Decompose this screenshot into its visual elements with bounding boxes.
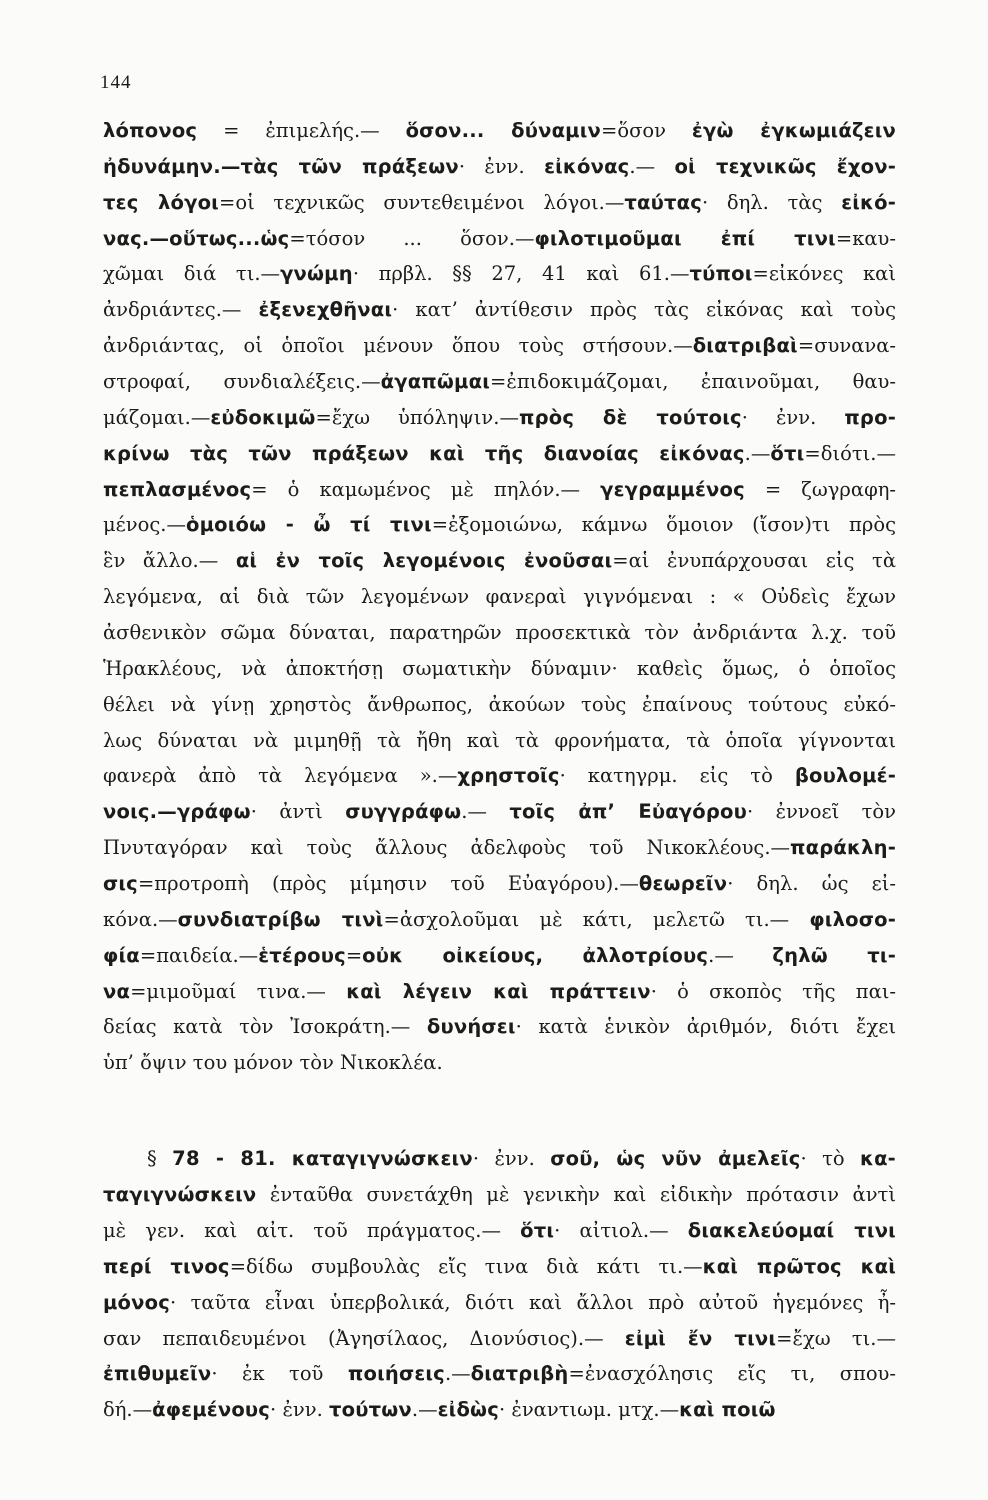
lemma-term: καὶ ποιῶ bbox=[679, 1398, 776, 1422]
lemma-term: τες λόγοι bbox=[103, 190, 219, 214]
gloss-text: .— bbox=[744, 441, 771, 465]
lemma-term: εἰκόνας bbox=[544, 154, 630, 178]
text-line bbox=[103, 472, 896, 508]
gloss-text: Πνυταγόραν καὶ τοὺς ἄλλους ἀδελφοὺς τοῦ Νικοκλέους.— bbox=[103, 836, 791, 860]
lemma-term: νας.—οὕτως...ὡς bbox=[103, 226, 290, 250]
gloss-text: μένος.— bbox=[103, 513, 186, 537]
text-line bbox=[103, 364, 896, 400]
text-line bbox=[103, 866, 896, 902]
text-line bbox=[103, 615, 896, 651]
gloss-text: κόνα.— bbox=[103, 907, 178, 931]
gloss-text: λεγόμενα, αἱ διὰ τῶν λεγομένων φανεραὶ γιγνόμεναι : « Οὐδεὶς ἔχων bbox=[103, 585, 896, 609]
lemma-term: οἱ τεχνικῶς ἔχον- bbox=[674, 154, 896, 178]
gloss-text: ἀνδριάντας, οἱ ὁποῖοι μένουν ὅπου τοὺς στήσουν.— bbox=[103, 334, 693, 358]
gloss-text: · αἰτιολ.— bbox=[554, 1218, 688, 1242]
text-line bbox=[103, 436, 896, 472]
text-line bbox=[103, 794, 896, 830]
lemma-term: θεωρεῖν bbox=[638, 872, 728, 896]
lemma-term: εἰδὼς bbox=[437, 1398, 499, 1422]
lemma-term: εἰμὶ ἔν τινι bbox=[624, 1326, 777, 1350]
lemma-term: ἐξενεχθῆναι bbox=[258, 298, 393, 322]
gloss-text: · ἐναντιωμ. μτχ.— bbox=[498, 1398, 680, 1422]
text-line bbox=[103, 328, 896, 364]
lemma-term: συγγράφω bbox=[345, 800, 462, 824]
gloss-text: μὲ γεν. καὶ αἰτ. τοῦ πράγματος.— bbox=[103, 1218, 521, 1242]
lemma-term: ἀγαπῶμαι bbox=[380, 370, 491, 394]
gloss-text: =δίδω συμβουλὰς εἴς τινα διὰ κάτι τι.— bbox=[229, 1254, 703, 1278]
lemma-term: πρὸς δὲ τούτοις bbox=[518, 405, 742, 429]
lemma-term: διατριβὴ bbox=[470, 1362, 569, 1386]
lemma-term: πεπλασμένος bbox=[103, 477, 252, 501]
gloss-text: =παιδεία.— bbox=[139, 943, 259, 967]
page-number: 144 bbox=[100, 72, 132, 93]
lemma-term: δυνήσει bbox=[426, 1015, 516, 1039]
lemma-term: ἐπιθυμεῖν bbox=[103, 1362, 212, 1386]
gloss-text: =προτροπὴ (πρὸς μίμησιν τοῦ Εὐαγόρου).— bbox=[137, 872, 639, 896]
gloss-text: · ἀντὶ bbox=[250, 800, 346, 824]
lemma-term: χρηστοῖς bbox=[457, 764, 560, 788]
lemma-term: νοις.—γράφω bbox=[103, 800, 251, 824]
gloss-text: χῶμαι διά τι.— bbox=[103, 262, 281, 286]
commentary-text bbox=[103, 113, 896, 1428]
lemma-term: τούτων bbox=[329, 1398, 412, 1422]
text-line bbox=[103, 1249, 896, 1285]
lemma-term: ζηλῶ τι- bbox=[772, 943, 896, 967]
lemma-term: κα- bbox=[860, 1147, 896, 1171]
gloss-text: § bbox=[147, 1147, 173, 1171]
gloss-text: =διότι.— bbox=[804, 441, 896, 465]
gloss-text: · ἐκ τοῦ bbox=[211, 1362, 348, 1386]
lemma-term: οὐκ οἰκείους, ἀλλοτρίους bbox=[362, 943, 709, 967]
gloss-text: .— bbox=[629, 154, 675, 178]
text-line bbox=[103, 1009, 896, 1045]
text-line bbox=[103, 185, 896, 221]
gloss-text: =ἐξομοιώνω, κάμνω ὅμοιον (ἴσον)τι πρὸς bbox=[431, 513, 896, 537]
lemma-term: ὅσον... δύναμιν bbox=[405, 119, 602, 142]
lemma-term: σις bbox=[103, 872, 138, 896]
gloss-text: · ἐνν. bbox=[472, 1147, 551, 1171]
gloss-text: =ἀσχολοῦμαι μὲ κάτι, μελετῶ τι.— bbox=[383, 907, 810, 931]
text-line bbox=[103, 1356, 896, 1392]
lemma-term: προ- bbox=[844, 405, 896, 429]
lemma-term: ταγιγνώσκειν bbox=[103, 1183, 257, 1207]
gloss-text: .— bbox=[444, 1362, 471, 1386]
text-line bbox=[103, 723, 896, 759]
gloss-text: λως δύναται νὰ μιμηθῇ τὰ ἤθη καὶ τὰ φρονήματα, τὰ ὁποῖα γίγνονται bbox=[103, 728, 896, 752]
lemma-term: κρίνω τὰς τῶν πράξεων καὶ τῆς διανοίας εἰκόνας bbox=[103, 441, 745, 465]
lemma-term: ἐγὼ ἐγκωμιάζειν bbox=[691, 119, 896, 142]
gloss-text: · δηλ. τὰς bbox=[701, 190, 842, 214]
gloss-text: =εἰκόνες καὶ bbox=[752, 262, 896, 286]
text-line bbox=[103, 938, 896, 974]
lemma-term: γεγραμμένος bbox=[600, 477, 745, 501]
lemma-term: ὅτι bbox=[520, 1218, 555, 1242]
lemma-term: ποιήσεις bbox=[347, 1362, 445, 1386]
gloss-text: =καυ- bbox=[835, 226, 896, 250]
text-line bbox=[103, 758, 896, 794]
lemma-term: φιλοσο- bbox=[809, 907, 896, 931]
gloss-text: δείας κατὰ τὸν Ἰσοκράτη.— bbox=[103, 1015, 427, 1039]
lemma-term: ἑτέρους bbox=[258, 943, 346, 967]
lemma-term: μόνος bbox=[103, 1290, 170, 1314]
gloss-text: ἓν ἄλλο.— bbox=[103, 549, 236, 573]
lemma-term: διατριβαὶ bbox=[692, 334, 798, 358]
gloss-text: φανερὰ ἀπὸ τὰ λεγόμενα ».— bbox=[103, 764, 458, 788]
gloss-text: στροφαί, συνδιαλέξεις.— bbox=[103, 370, 381, 394]
gloss-text: · δηλ. ὡς εἰ- bbox=[727, 872, 896, 896]
lemma-term: καὶ λέγειν καὶ πράττειν bbox=[346, 979, 651, 1003]
lemma-term: συνδιατρίβω τινὶ bbox=[177, 907, 384, 931]
paragraph-gap bbox=[103, 1081, 896, 1141]
gloss-text: · κατ’ ἀντίθεσιν πρὸς τὰς εἰκόνας καὶ τοὺς bbox=[392, 298, 896, 322]
gloss-text: =μιμοῦμαί τινα.— bbox=[130, 979, 347, 1003]
gloss-text: δή.— bbox=[103, 1398, 153, 1422]
commentary-paragraph bbox=[103, 1141, 896, 1428]
gloss-text: ἀσθενικὸν σῶμα δύναται, παρατηρῶν προσεκτικὰ τὸν ἀνδριάντα λ.χ. τοῦ bbox=[103, 621, 896, 645]
text-line bbox=[103, 651, 896, 687]
lemma-term: 78 - 81. καταγιγνώσκειν bbox=[172, 1147, 473, 1171]
gloss-text: · τὸ bbox=[800, 1147, 861, 1171]
lemma-term: σοῦ, ὡς νῦν ἀμελεῖς bbox=[550, 1147, 801, 1171]
gloss-text: · ἐνν. bbox=[741, 405, 845, 429]
lemma-term: τύποι bbox=[689, 262, 753, 286]
text-line bbox=[103, 974, 896, 1010]
lemma-term: ὁμοιόω - ὦ τί τινι bbox=[186, 513, 432, 537]
text-line bbox=[103, 1285, 896, 1321]
gloss-text: = bbox=[345, 943, 363, 967]
gloss-text: · πρβλ. §§ 27, 41 καὶ 61.— bbox=[352, 262, 690, 286]
gloss-text: · ἐνν. bbox=[270, 1398, 330, 1422]
gloss-text: .— bbox=[411, 1398, 438, 1422]
text-line bbox=[103, 1213, 896, 1249]
lemma-term: περί τινος bbox=[103, 1254, 230, 1278]
text-line bbox=[103, 687, 896, 723]
gloss-text: = ὁ καμωμένος μὲ πηλόν.— bbox=[251, 477, 601, 501]
gloss-text: ἐνταῦθα συνετάχθη μὲ γενικὴν καὶ εἰδικὴν πρότασιν ἀντὶ bbox=[256, 1183, 896, 1207]
lemma-term: παράκλη- bbox=[790, 836, 896, 860]
gloss-text: · ὁ σκοπὸς τῆς παι- bbox=[650, 979, 896, 1003]
lemma-term: γνώμη bbox=[280, 262, 353, 286]
gloss-text: =ἔχω τι.— bbox=[776, 1326, 896, 1350]
gloss-text: .— bbox=[708, 943, 773, 967]
gloss-text: =αἱ ἐνυπάρχουσαι εἰς τὰ bbox=[612, 549, 896, 573]
gloss-text: ἀνδριάντες.— bbox=[103, 298, 259, 322]
lemma-term: αἱ ἐν τοῖς λεγομένοις ἐνοῦσαι bbox=[235, 549, 613, 573]
commentary-paragraph bbox=[103, 113, 896, 1081]
text-line bbox=[103, 149, 896, 185]
text-line bbox=[103, 1321, 896, 1357]
gloss-text: ὑπ’ ὄψιν του μόνον τὸν Νικοκλέα. bbox=[103, 1051, 443, 1075]
lemma-term: ἀφεμένους bbox=[152, 1398, 271, 1422]
gloss-text: · ἐνν. bbox=[458, 154, 545, 178]
lemma-term: φιλοτιμοῦμαι ἐπί τινι bbox=[534, 226, 836, 250]
gloss-text: = ζωγραφη- bbox=[744, 477, 896, 501]
text-line bbox=[103, 830, 896, 866]
gloss-text: · κατὰ ἑνικὸν ἀριθμόν, διότι ἔχει bbox=[515, 1015, 896, 1039]
gloss-text: =ἐπιδοκιμάζομαι, ἐπαινοῦμαι, θαυ- bbox=[490, 370, 896, 394]
gloss-text: θέλει νὰ γίνῃ χρηστὸς ἄνθρωπος, ἀκούων τοὺς ἐπαίνους τούτους εὐκό- bbox=[103, 692, 896, 716]
gloss-text: =ὅσον bbox=[601, 119, 692, 142]
lemma-term: ταύτας bbox=[624, 190, 702, 214]
gloss-text: =ἐνασχόλησις εἴς τι, σπου- bbox=[568, 1362, 896, 1386]
lemma-term: καὶ πρῶτος καὶ bbox=[702, 1254, 896, 1278]
text-line bbox=[103, 1045, 896, 1081]
text-line bbox=[103, 507, 896, 543]
lemma-term: εἰκό- bbox=[841, 190, 896, 214]
lemma-term: φία bbox=[103, 943, 140, 967]
lemma-term: ὅτι bbox=[770, 441, 805, 465]
text-line bbox=[103, 579, 896, 615]
gloss-text: =τόσον ... ὅσον.— bbox=[289, 226, 535, 250]
text-line bbox=[103, 292, 896, 328]
lemma-term: ἠδυνάμην.—τὰς τῶν πράξεων bbox=[103, 154, 459, 178]
lemma-term: να bbox=[103, 979, 131, 1003]
text-line bbox=[103, 1141, 896, 1177]
text-line bbox=[103, 400, 896, 436]
gloss-text: · ἐννοεῖ τὸν bbox=[747, 800, 896, 824]
gloss-text: μάζομαι.— bbox=[103, 405, 211, 429]
gloss-text: σαν πεπαιδευμένοι (Ἀγησίλαος, Διονύσιος).— bbox=[103, 1326, 625, 1350]
text-line bbox=[103, 221, 896, 257]
lemma-term: βουλομέ- bbox=[794, 764, 896, 788]
text-line bbox=[103, 543, 896, 579]
gloss-text: =συνανα- bbox=[797, 334, 896, 358]
lemma-term: λόπονος bbox=[103, 119, 198, 142]
text-line bbox=[103, 1177, 896, 1213]
lemma-term: τοῖς ἀπ’ Εὐαγόρου bbox=[509, 800, 748, 824]
lemma-term: εὐδοκιμῶ bbox=[210, 405, 316, 429]
gloss-text: Ἡρακλέους, νὰ ἀποκτήσῃ σωματικὴν δύναμιν· καθεὶς ὅμως, ὁ ὁποῖος bbox=[103, 656, 896, 680]
text-line bbox=[103, 113, 896, 149]
gloss-text: =οἱ τεχνικῶς συντεθειμένοι λόγοι.— bbox=[218, 190, 625, 214]
text-line bbox=[103, 1392, 896, 1428]
gloss-text: · ταῦτα εἶναι ὑπερβολικά, διότι καὶ ἄλλοι πρὸ αὐτοῦ ἡγεμόνες ἦ- bbox=[169, 1290, 896, 1314]
lemma-term: διακελεύομαί τινι bbox=[687, 1218, 896, 1242]
gloss-text: = ἐπιμελής.— bbox=[197, 119, 406, 142]
text-line bbox=[103, 902, 896, 938]
text-line bbox=[103, 256, 896, 292]
gloss-text: · κατηγρμ. εἰς τὸ bbox=[559, 764, 795, 788]
gloss-text: .— bbox=[461, 800, 510, 824]
gloss-text: =ἔχω ὑπόληψιν.— bbox=[315, 405, 519, 429]
